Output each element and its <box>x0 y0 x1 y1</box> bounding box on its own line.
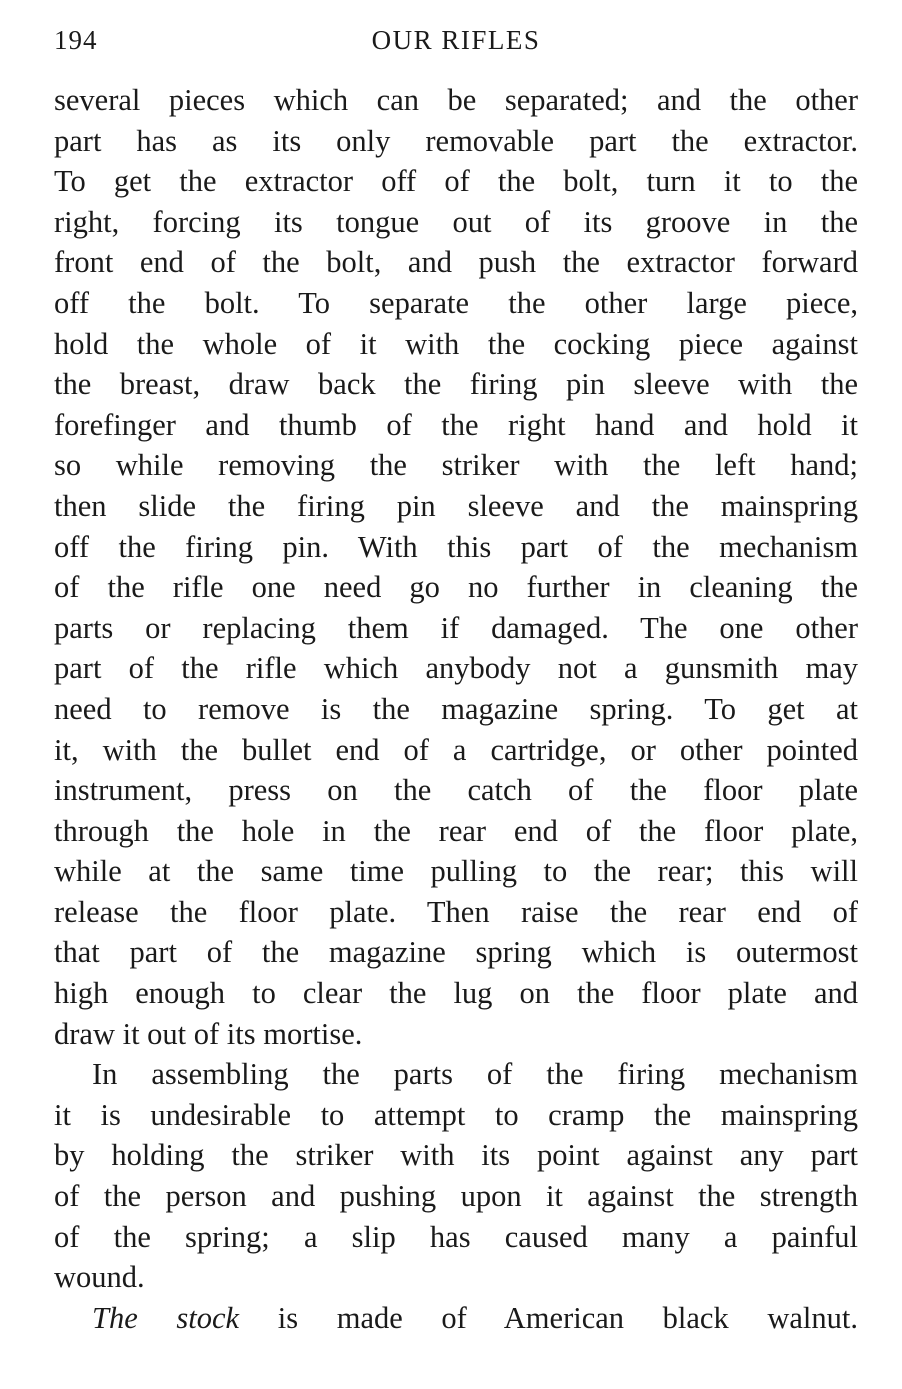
paragraph-3 <box>54 1298 858 1339</box>
text-line <box>54 1298 858 1339</box>
text-line: part has as its only removable part the extractor. <box>54 123 858 158</box>
text-line: several pieces which can be separated; and the other <box>54 83 858 117</box>
text-line: draw it out of its mortise. <box>54 1016 363 1051</box>
text-line: release the floor plate. Then raise the rear end of <box>54 894 858 929</box>
running-title: OUR RIFLES <box>371 25 541 55</box>
text-line: forefinger and thumb of the right hand and hold it <box>54 407 858 442</box>
text-line: by holding the striker with its point against any part <box>54 1138 858 1173</box>
text-line: front end of the bolt, and push the extractor forward <box>54 245 858 280</box>
text-line: wound. <box>54 1260 145 1295</box>
text-line: To get the extractor off of the bolt, turn it to the <box>54 164 858 199</box>
text-line: right, forcing its tongue out of its groove in the <box>54 204 858 239</box>
text-line: of the rifle one need go no further in cleaning the <box>54 570 858 605</box>
text-line: the breast, draw back the firing pin sleeve with the <box>54 367 858 402</box>
text-line: parts or replacing them if damaged. The one other <box>54 610 858 645</box>
body-text <box>54 80 858 1338</box>
paragraph-1 <box>54 80 858 1054</box>
text-line: so while removing the striker with the left hand; <box>54 448 858 483</box>
text-line: it, with the bullet end of a cartridge, or other pointed <box>54 732 858 767</box>
text-line: need to remove is the magazine spring. To get at <box>54 691 858 726</box>
text-line: instrument, press on the catch of the floor plate <box>54 773 858 808</box>
text-line: In assembling the parts of the firing mechanism <box>92 1057 858 1092</box>
text-line: part of the rifle which anybody not a gunsmith may <box>54 651 858 686</box>
text-line: of the spring; a slip has caused many a painful <box>54 1219 858 1254</box>
text-line: through the hole in the rear end of the floor plate, <box>54 813 858 848</box>
text-line: of the person and pushing upon it against the strength <box>54 1179 858 1214</box>
paragraph-2 <box>54 1054 858 1298</box>
text-line: high enough to clear the lug on the floor plate and <box>54 976 858 1011</box>
italic-lead: The stock <box>92 1300 240 1335</box>
text-line: off the firing pin. With this part of the mechanism <box>54 529 858 564</box>
page-number: 194 <box>54 25 98 55</box>
running-head <box>54 22 858 58</box>
text-line: hold the whole of it with the cocking piece against <box>54 326 858 361</box>
text-line: it is undesirable to attempt to cramp the mainspring <box>54 1097 858 1132</box>
text-line: while at the same time pulling to the rear; this will <box>54 854 858 889</box>
text-line: that part of the magazine spring which is outermost <box>54 935 858 970</box>
text-line: off the bolt. To separate the other large piece, <box>54 285 858 320</box>
line-rest: is made of American black walnut. <box>239 1300 858 1335</box>
text-line: then slide the firing pin sleeve and the mainspring <box>54 488 858 523</box>
